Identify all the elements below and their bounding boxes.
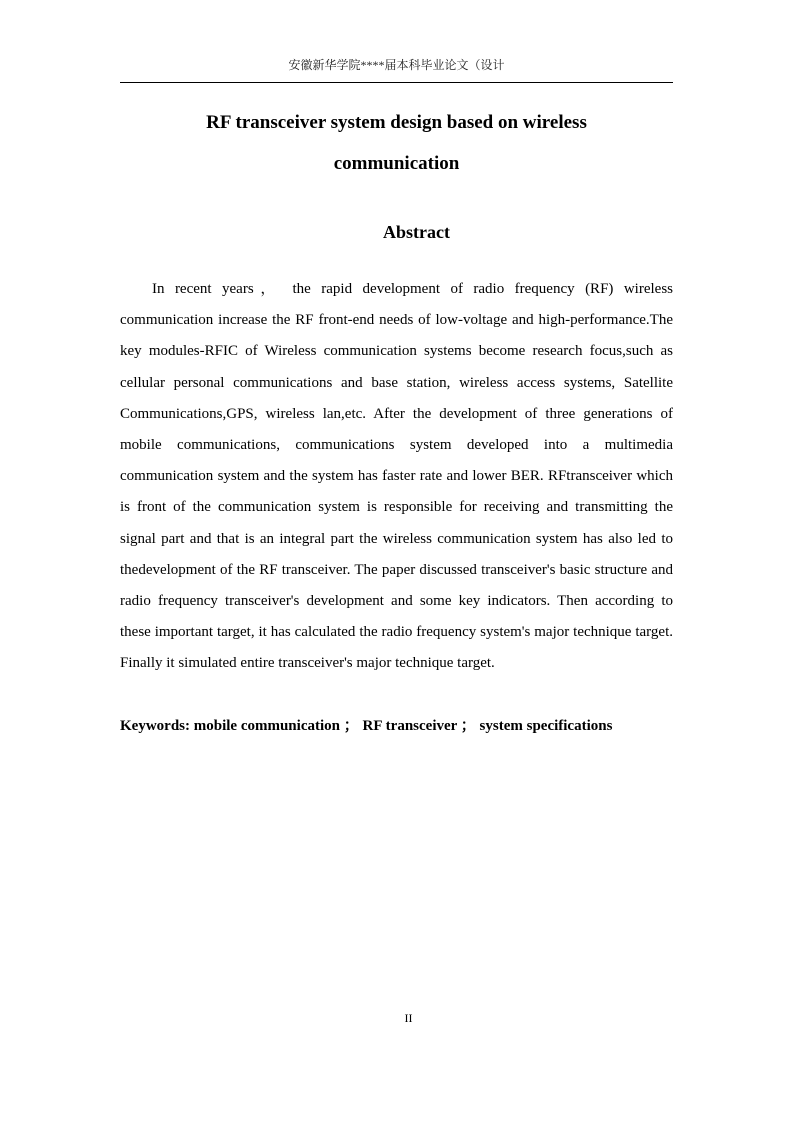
abstract-paragraph: In recent years， the rapid development of radio frequency (RF) wireless communication increase the RF front-end needs of low-voltage and high-performance.The key modules-RFIC of Wireless communication systems become research focus,such as cellular personal communications and base station, wireless access systems, Satellite Communications,GPS, wireless lan,etc. After the development of three generations of mobile communications, communications system developed into a multimedia communication system and the system has faster rate and lower BER. RFtransceiver which is front of the communication system is responsible for receiving and transmitting the signal part and that is an integral part the wireless communication system has also led to thedevelopment of the RF transceiver. The paper discussed transceiver's basic structure and radio frequency transceiver's development and some key indicators. Then according to these important target, it has calculated the radio frequency system's major technique target. Finally it simulated entire transceiver's major technique target. [120,281,673,672]
header-divider [120,82,673,83]
title-line-1: RF transceiver system design based on wireless [206,112,587,133]
running-header: 安徽新华学院****届本科毕业论文（设计 [288,58,505,72]
keywords-line: Keywords: mobile communication ； RF transceiver ； system specifications [120,718,613,734]
title-line-2: communication [333,153,460,174]
abstract-heading: Abstract [383,222,450,242]
thesis-title [100,102,693,184]
page-number: II [404,1011,413,1025]
